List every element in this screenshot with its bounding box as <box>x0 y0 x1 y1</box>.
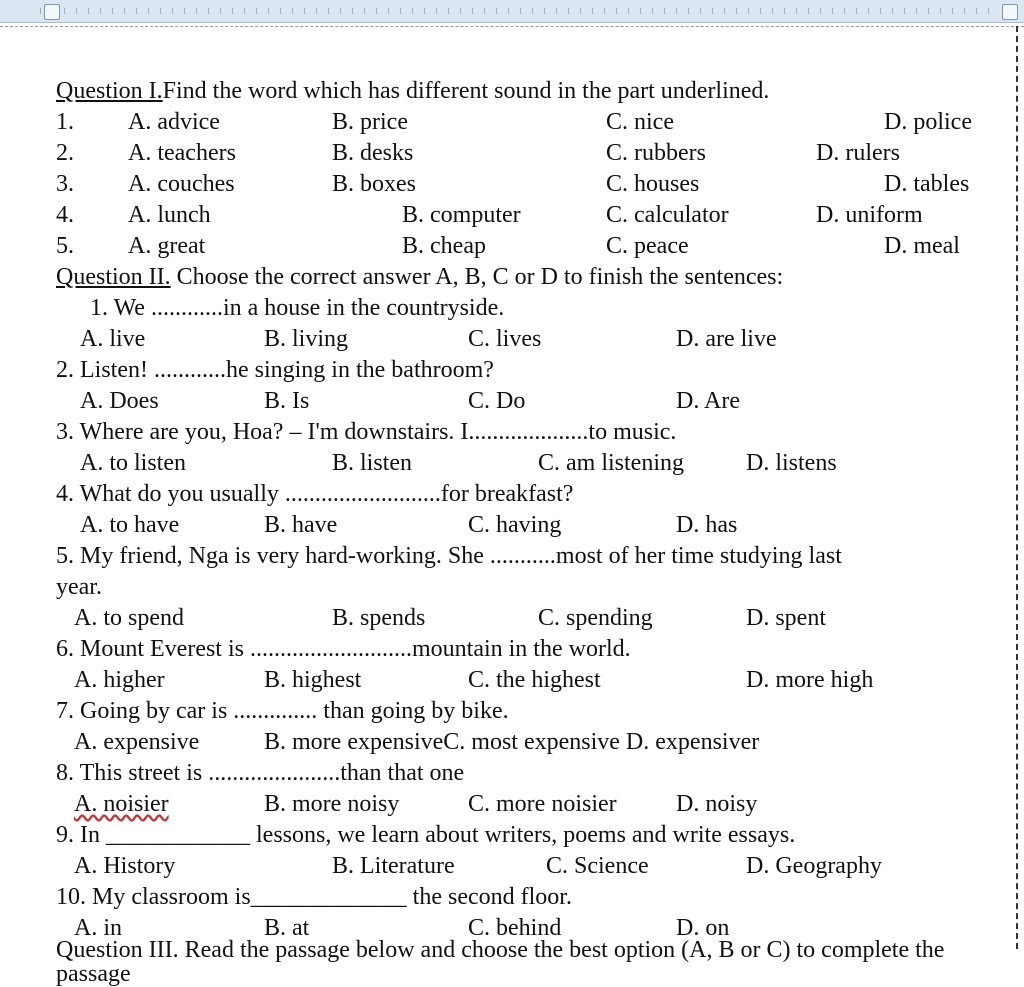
option-d: D. spent <box>746 605 826 631</box>
option-d: D. tables <box>884 171 970 197</box>
option-d: D. listens <box>746 450 837 476</box>
option-b: B. living <box>264 326 349 352</box>
row-num: 4. <box>56 202 74 228</box>
row-num: 2. <box>56 140 74 166</box>
q1-row <box>56 231 996 262</box>
options-line <box>56 665 996 696</box>
row-num: 3. <box>56 171 74 197</box>
question-text: 8. This street is ......................than that one <box>56 760 465 786</box>
option-b: B. spends <box>332 605 426 631</box>
q1-title: Question I. <box>56 78 163 104</box>
option-a: A. teachers <box>128 140 236 166</box>
option-a: A. to have <box>80 512 180 538</box>
option-b: B. highest <box>264 667 362 693</box>
question-line <box>56 541 996 572</box>
option-d: D. Geography <box>746 853 882 879</box>
option-a: A. in <box>74 915 122 941</box>
question-text: 9. In ____________ lessons, we learn about writers, poems and write essays. <box>56 822 796 848</box>
row-num: 1. <box>56 109 74 135</box>
ruler-ticks <box>40 8 994 14</box>
option-b-c-d: B. more expensiveC. most expensive D. expensiver <box>264 729 760 755</box>
options-line <box>56 324 996 355</box>
option-d: D. rulers <box>816 140 900 166</box>
options-line <box>56 386 996 417</box>
option-b: B. more noisy <box>264 791 400 817</box>
options-line <box>56 851 996 882</box>
option-c: C. spending <box>538 605 653 631</box>
option-b: B. Literature <box>332 853 455 879</box>
q2-title: Question II. <box>56 264 171 290</box>
question-line <box>56 479 996 510</box>
option-d: D. has <box>676 512 738 538</box>
question-line <box>56 882 996 913</box>
question-text: 10. My classroom is_____________ the second floor. <box>56 884 572 910</box>
option-a: A. great <box>128 233 206 259</box>
page-margin-right <box>1016 26 1018 949</box>
options-line <box>56 510 996 541</box>
question-text: 3. Where are you, Hoa? – I'm downstairs. I....................to music. <box>56 419 677 445</box>
question-text: 6. Mount Everest is ...........................mountain in the world. <box>56 636 631 662</box>
options-line <box>56 789 996 820</box>
question-line <box>56 293 996 324</box>
option-b: B. listen <box>332 450 413 476</box>
option-b: B. cheap <box>402 233 486 259</box>
option-d: D. on <box>676 915 730 941</box>
question-line <box>56 696 996 727</box>
option-b: B. have <box>264 512 338 538</box>
option-a: A. advice <box>128 109 220 135</box>
option-d: D. more high <box>746 667 874 693</box>
q1-row <box>56 107 996 138</box>
option-b: B. desks <box>332 140 414 166</box>
q2-header <box>56 262 996 293</box>
option-a: A. lunch <box>128 202 211 228</box>
option-a: A. live <box>80 326 146 352</box>
option-a: A. to spend <box>74 605 184 631</box>
q1-row <box>56 200 996 231</box>
option-b: B. Is <box>264 388 310 414</box>
question-text: 1. We ............in a house in the countryside. <box>90 295 505 321</box>
document-body[interactable] <box>56 76 996 944</box>
option-a: A. couches <box>128 171 235 197</box>
option-d: D. noisy <box>676 791 758 817</box>
q2-title-rest: Choose the correct answer A, B, C or D to finish the sentences: <box>170 264 784 290</box>
option-d: D. Are <box>676 388 740 414</box>
option-b: B. computer <box>402 202 521 228</box>
left-indent-marker[interactable] <box>44 4 60 20</box>
page-margin-top <box>0 26 1024 27</box>
question-line <box>56 820 996 851</box>
option-c: C. am listening <box>538 450 684 476</box>
option-a: A. expensive <box>74 729 200 755</box>
option-c: C. nice <box>606 109 674 135</box>
option-b: B. boxes <box>332 171 416 197</box>
option-c: C. Do <box>468 388 526 414</box>
option-c: C. rubbers <box>606 140 706 166</box>
question-line <box>56 417 996 448</box>
option-c: C. behind <box>468 915 562 941</box>
option-c: C. the highest <box>468 667 601 693</box>
row-num: 5. <box>56 233 74 259</box>
option-d: D. police <box>884 109 972 135</box>
option-d: D. meal <box>884 233 960 259</box>
options-line <box>56 727 996 758</box>
right-indent-marker[interactable] <box>1002 4 1018 20</box>
option-a: A. Does <box>80 388 159 414</box>
option-c: C. houses <box>606 171 700 197</box>
option-c: C. lives <box>468 326 542 352</box>
q1-row <box>56 138 996 169</box>
option-a: A. to listen <box>80 450 186 476</box>
option-a: A. History <box>74 853 176 879</box>
question-line <box>56 355 996 386</box>
option-c: C. calculator <box>606 202 729 228</box>
ruler[interactable] <box>0 0 1024 23</box>
option-c: C. Science <box>546 853 649 879</box>
question-text: 7. Going by car is .............. than going by bike. <box>56 698 509 724</box>
option-a: A. higher <box>74 667 165 693</box>
q1-row <box>56 169 996 200</box>
q1-title-rest: Find the word which has different sound in the part underlined. <box>162 78 770 104</box>
question-text: 4. What do you usually ..........................for breakfast? <box>56 481 574 507</box>
question-line <box>56 634 996 665</box>
option-d: D. uniform <box>816 202 923 228</box>
option-a: A. noisier <box>74 791 169 817</box>
question-line <box>56 758 996 789</box>
question-text: 5. My friend, Nga is very hard-working. She ...........most of her time studying last <box>56 543 842 569</box>
q3-title-partial: Question III. Read the passage below and choose the best option (A, B or C) to complete the passage <box>56 937 945 987</box>
option-c: C. more noisier <box>468 791 617 817</box>
option-b: B. at <box>264 915 310 941</box>
option-c: C. having <box>468 512 562 538</box>
q1-header <box>56 76 996 107</box>
options-line <box>56 448 996 479</box>
option-c: C. peace <box>606 233 689 259</box>
options-line <box>56 603 996 634</box>
option-b: B. price <box>332 109 408 135</box>
q3-partial-line <box>56 937 956 987</box>
question-line <box>56 572 996 603</box>
question-text-cont: year. <box>56 574 102 600</box>
question-text: 2. Listen! ............he singing in the bathroom? <box>56 357 494 383</box>
option-d: D. are live <box>676 326 777 352</box>
